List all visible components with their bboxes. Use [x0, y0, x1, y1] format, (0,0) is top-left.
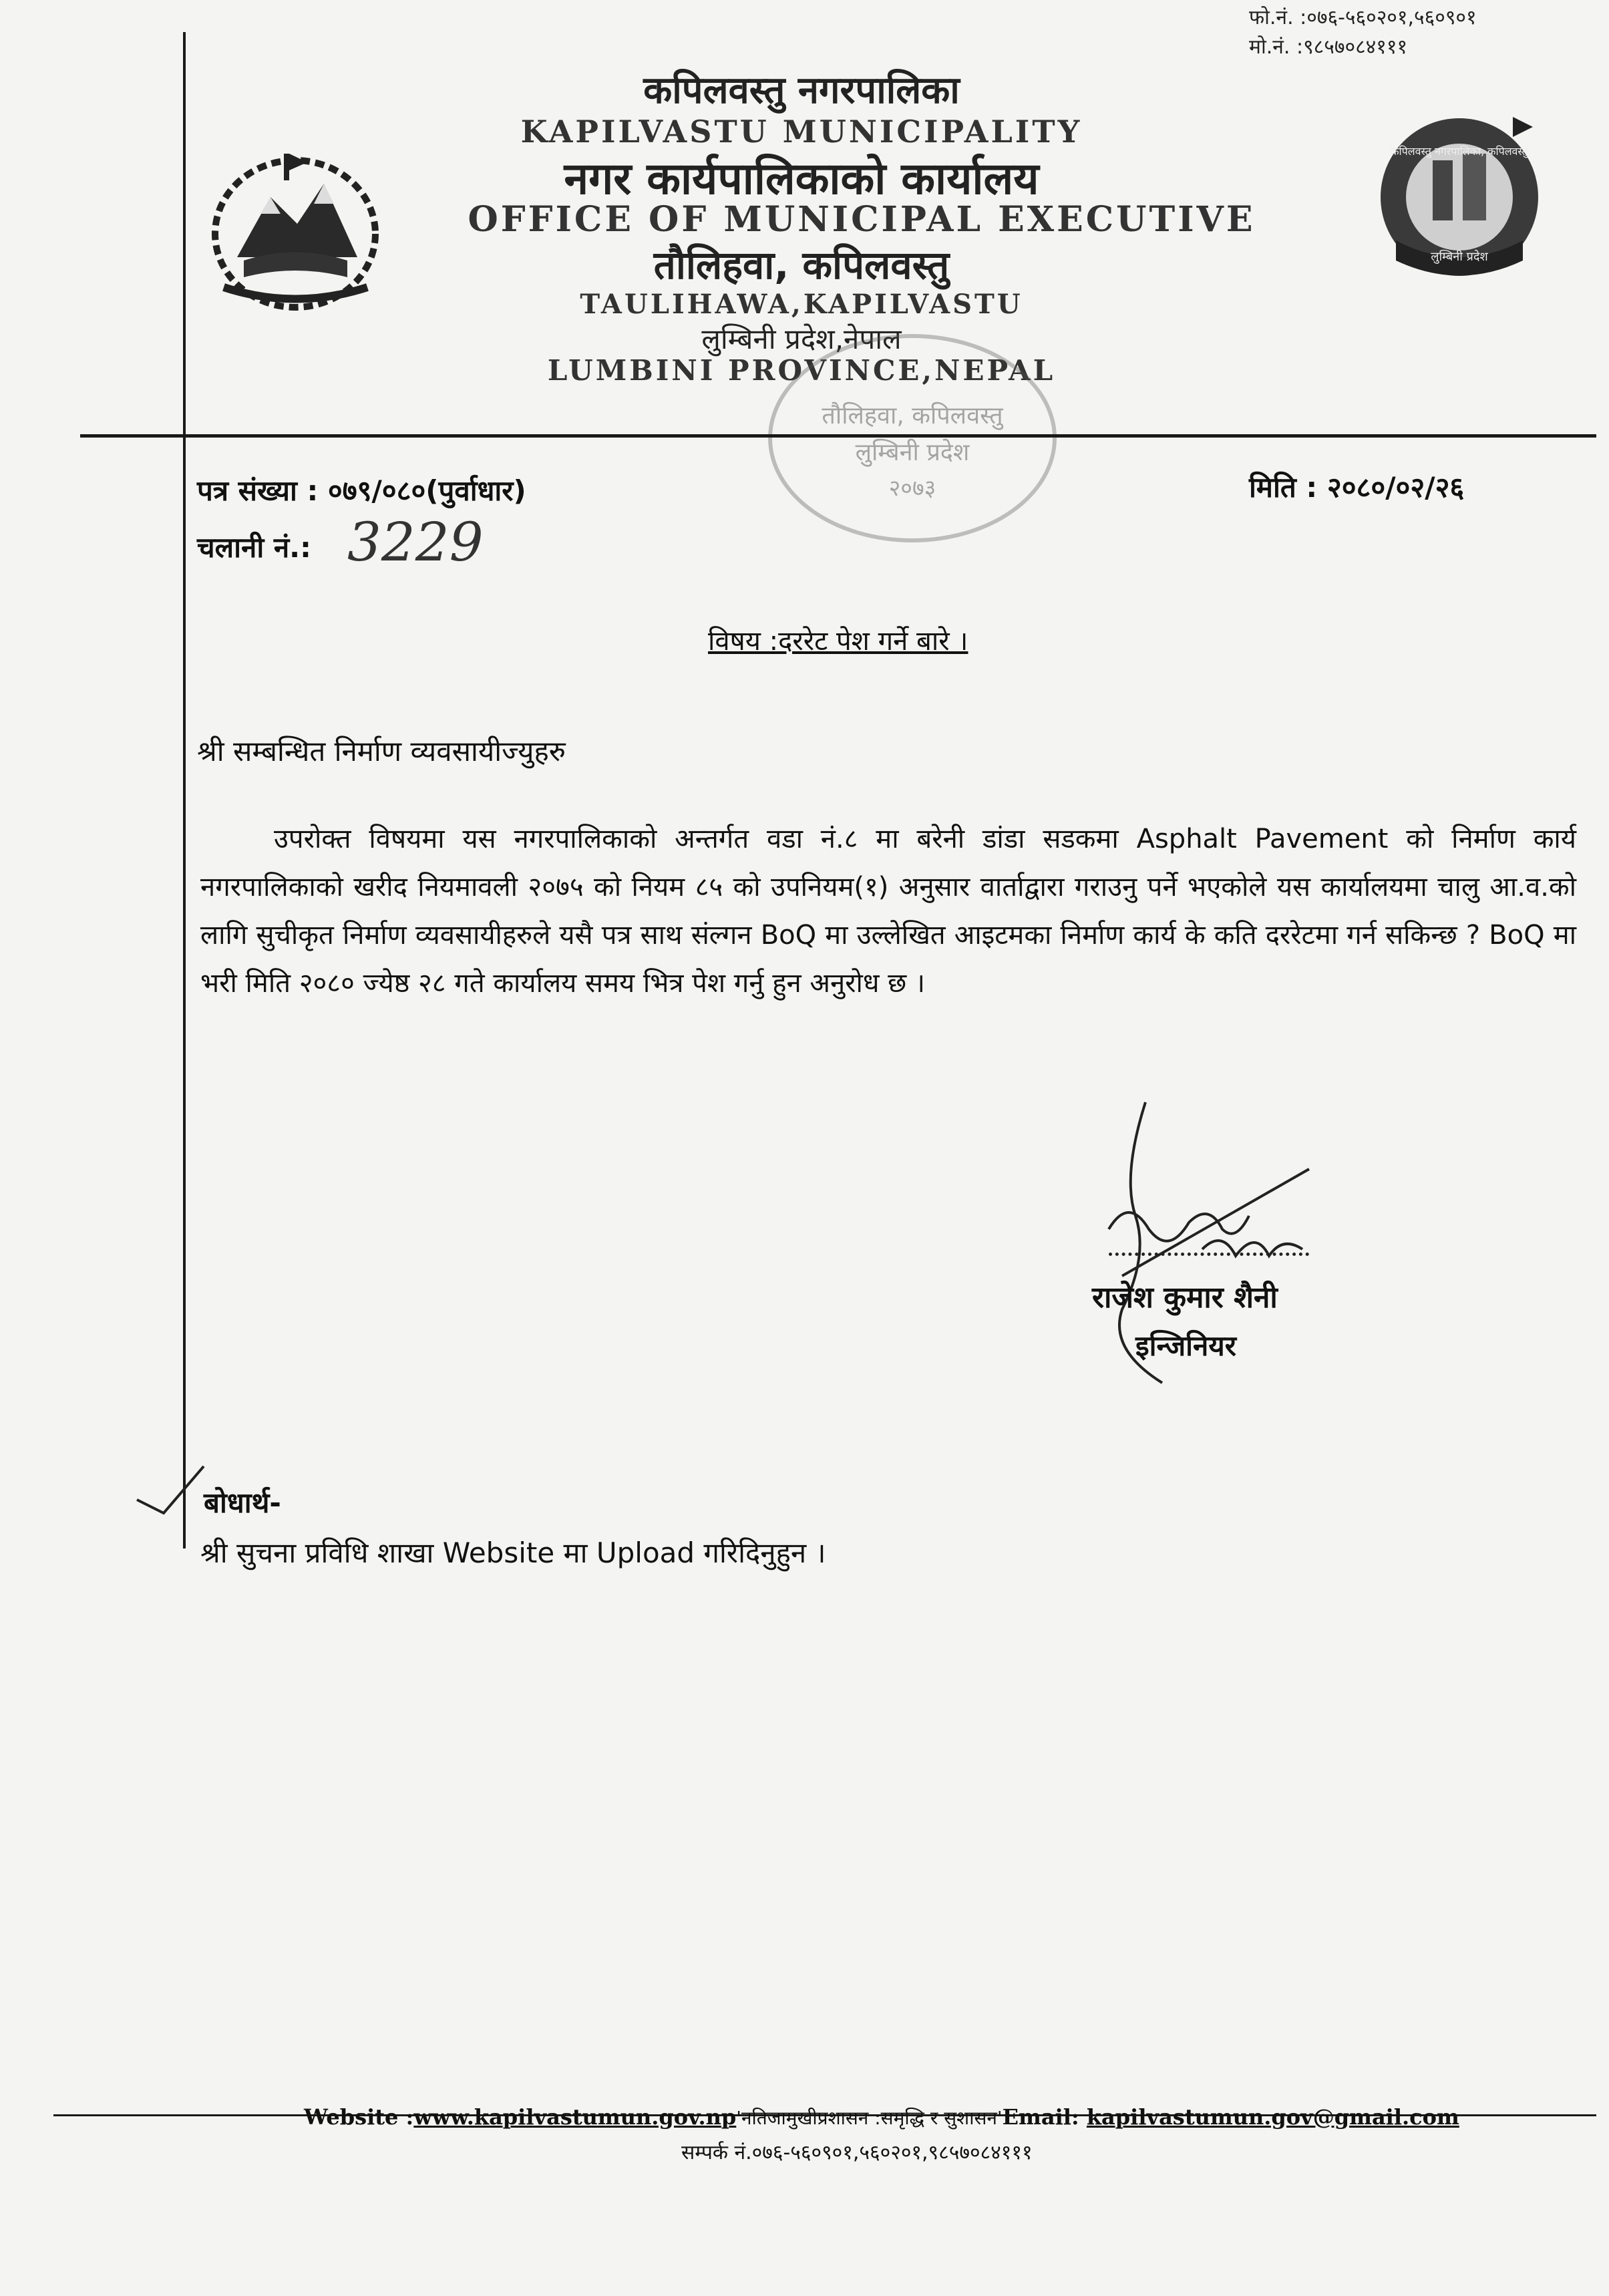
date-label: मिति	[1249, 471, 1296, 504]
stamp-text-line3: २०७३	[888, 475, 936, 502]
signature-line	[1109, 1253, 1309, 1256]
check-mark-icon	[134, 1463, 207, 1516]
website-link[interactable]: www.kapilvastumun.gov.np	[413, 2104, 737, 2130]
signatory-designation: इन्जिनियर	[1135, 1329, 1236, 1362]
website-label: Website :	[304, 2104, 414, 2130]
reference-number: पत्र संख्या : ०७९/०८०(पुर्वाधार)	[197, 474, 526, 507]
location-nepali: तौलिहवा, कपिलवस्तु	[653, 242, 950, 288]
left-margin-rule	[183, 32, 186, 1548]
footer-links	[304, 2104, 1573, 2130]
office-name-nepali: नगर कार्यपालिकाको कार्यालय	[564, 153, 1039, 204]
municipality-logo	[1369, 107, 1550, 287]
dispatch-label: चलानी नं.:	[197, 531, 311, 564]
province-nepali: लुम्बिनी प्रदेश,नेपाल	[701, 323, 902, 355]
subject-line: विषय :दररेट पेश गर्ने बारे ।	[708, 626, 968, 657]
municipality-name-nepali: कपिलवस्तु नगरपालिका	[643, 69, 960, 112]
footer-contact: सम्पर्क नं.०७६-५६०९०१,५६०२०१,९८५७०८४१११	[681, 2141, 1033, 2164]
signatory-name: राजेश कुमार शैनी	[1092, 1281, 1278, 1315]
municipality-name-english: KAPILVASTU MUNICIPALITY	[520, 114, 1083, 150]
location-english: TAULIHAWA,KAPILVASTU	[580, 289, 1023, 320]
footer-slogan: 'नतिजामुखीप्रशासन :समृद्धि र सुशासन'	[736, 2107, 1003, 2129]
cc-line: श्री सुचना प्रविधि शाखा Website मा Upload गरिदिनुहुन ।	[200, 1536, 826, 1569]
phone-number: फो.नं. :०७६-५६०२०१,५६०९०१	[1249, 6, 1477, 29]
email-link[interactable]: kapilvastumun.gov@gmail.com	[1086, 2104, 1459, 2130]
logo-ring-text: कपिलवस्तु नगरपालिका, कपिलवस्तु	[1391, 145, 1528, 158]
stamp-text-line1: तौलिहवा, कपिलवस्तु	[822, 402, 1003, 430]
email-label: Email:	[1002, 2104, 1079, 2130]
office-name-english: OFFICE OF MUNICIPAL EXECUTIVE	[468, 199, 1256, 240]
cc-label: बोधार्थ-	[204, 1486, 281, 1519]
mobile-number: मो.नं. :९८५७०८४१११	[1249, 35, 1408, 59]
office-seal-stamp	[768, 334, 1057, 542]
letter-body: उपरोक्त विषयमा यस नगरपालिकाको अन्तर्गत वडा नं.८ मा बरेनी डांडा सडकमा Asphalt Pavement को निर्माण कार्य नगरपालिकाको खरीद नियमावली २०७५ को नियम ८५ को उपनियम(१) अनुसार वार्ताद्वारा गराउनु पर्ने भएकोले यस कार्यालयमा चालु आ.व.को लागि सुचीकृत निर्माण व्यवसायीहरुले यसै पत्र साथ संल्गन BoQ मा उल्लेखित आइटमका निर्माण कार्य के कति दररेटमा गर्न सकिन्छ ? BoQ मा भरी मिति २०८० ज्येष्ठ २८ गते कार्यालय समय भित्र पेश गर्नु हुन अनुरोध छ ।	[200, 824, 1576, 999]
reference-value: ०७९/०८०(पुर्वाधार)	[327, 474, 526, 507]
logo-banner-text: लुम्बिनी प्रदेश	[1431, 250, 1488, 264]
addressee: श्री सम्बन्धित निर्माण व्यवसायीज्युहरु	[197, 735, 566, 768]
dispatch-label-text: चलानी नं.	[197, 531, 301, 564]
date-value: २०८०/०२/२६	[1326, 471, 1465, 504]
dispatch-number-handwritten: 3229	[347, 511, 484, 573]
province-english: LUMBINI PROVINCE,NEPAL	[547, 354, 1056, 387]
stamp-text-line2: लुम्बिनी प्रदेश	[855, 439, 970, 466]
letter-date: मिति : २०८०/०२/२६	[1249, 471, 1465, 504]
header-divider	[80, 434, 1596, 438]
reference-label: पत्र संख्या	[197, 474, 297, 507]
